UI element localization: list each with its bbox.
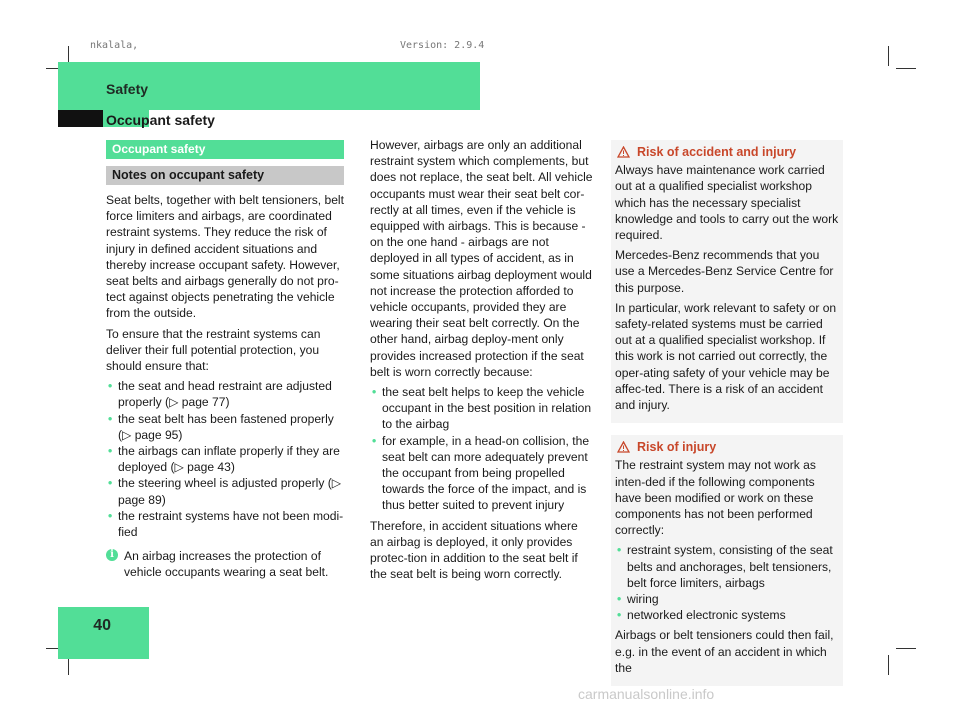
list-item: • the seat belt helps to keep the vehicle occupant in the best position in relation to the airbag bbox=[370, 384, 593, 433]
crop-mark bbox=[896, 648, 916, 649]
meta-author: nkalala, bbox=[90, 40, 139, 51]
paragraph: Seat belts, together with belt tensioners, belt force limiters and airbags, are coordinated restraint systems. They reduce the risk of injury in defined accident situations and thereby increase occupant safety. However, seat belts and airbags generally do not pro-tect against objects penetrating the vehicle from the outside. bbox=[106, 193, 344, 321]
list-item: • restraint system, consisting of the seat belts and anchorages, belt tensioners, belt force limiters, airbags bbox=[615, 542, 839, 591]
list-item: • wiring bbox=[615, 591, 839, 607]
section-header-band bbox=[58, 62, 480, 110]
info-icon: i bbox=[106, 549, 118, 561]
paragraph: Mercedes-Benz recommends that you use a Mercedes-Benz Service Centre for this purpose. bbox=[615, 248, 834, 295]
paragraph: Therefore, in accident situations where an airbag is deployed, it only provides protec-tion in addition to the seat belt if the seat belt is being worn correctly. bbox=[370, 518, 578, 582]
header-tab bbox=[58, 110, 103, 127]
warning-triangle-icon bbox=[617, 146, 630, 158]
column-middle bbox=[370, 137, 593, 586]
list-item: • the seat and head restraint are adjusted properly (▷ page 77) bbox=[106, 378, 344, 410]
list-item: • the steering wheel is adjusted properly (▷ page 89) bbox=[106, 475, 344, 507]
subsection-bar: Notes on occupant safety bbox=[106, 166, 344, 185]
paragraph: However, airbags are only an additional restraint system which complements, but does not replace, the seat belt. All vehicle occupants must wear their seat belt cor-rectly at all times, even if the vehicle is equipped with airbags. This is because - on the one hand - airbags are not deployed in all types of accident, as in some situations airbag deployment would not increase the protection afforded to vehicle occupants, provided they are wearing their seat belt correctly. On the other hand, airbag deploy-ment only provides increased protection if the seat belt is worn correctly because: bbox=[370, 138, 593, 379]
paragraph: In particular, work relevant to safety or on safety-related systems must be carried out at a qualified specialist workshop. If this work is not carried out correctly, the oper-ating safety of your vehicle may be affec-ted. There is a risk of an accident and injury. bbox=[615, 300, 837, 413]
list-item: • the airbags can inflate properly if they are deployed (▷ page 43) bbox=[106, 443, 344, 475]
list-item: • networked electronic systems bbox=[615, 607, 839, 623]
warning-box bbox=[611, 140, 843, 423]
paragraph: Airbags or belt tensioners could then fail, e.g. in the event of an accident in which the bbox=[615, 628, 834, 675]
page-title: Occupant safety bbox=[106, 112, 215, 128]
bullet-list bbox=[370, 384, 593, 514]
warning-triangle-icon bbox=[617, 441, 630, 453]
crop-mark bbox=[888, 46, 889, 66]
warning-box bbox=[611, 435, 843, 686]
info-note bbox=[106, 548, 344, 580]
warning-title: Risk of injury bbox=[637, 440, 717, 455]
info-text: An airbag increases the protection of vehicle occupants wearing a seat belt. bbox=[124, 549, 329, 580]
list-item: • the restraint systems have not been modi-fied bbox=[106, 508, 344, 540]
page-number-box bbox=[58, 607, 149, 659]
paragraph: The restraint system may not work as inten-ded if the following components have been modified or work on these components has not been performed correctly: bbox=[615, 458, 816, 538]
bullet-list bbox=[106, 378, 344, 540]
bullet-list bbox=[615, 542, 839, 623]
page-number: 40 bbox=[93, 617, 111, 634]
column-left bbox=[106, 140, 344, 581]
section-bar: Occupant safety bbox=[106, 140, 344, 159]
list-item: • for example, in a head-on collision, the seat belt can more adequately prevent the occupant from being propelled towards the force of the impact, and is thus better suited to prevent injury bbox=[370, 433, 593, 514]
list-item: • the seat belt has been fastened properly (▷ page 95) bbox=[106, 411, 344, 443]
column-right bbox=[611, 140, 843, 698]
crop-mark bbox=[888, 655, 889, 675]
meta-version: Version: 2.9.4 bbox=[400, 40, 485, 51]
paragraph: Always have maintenance work carried out at a qualified specialist workshop which has the necessary specialist knowledge and tools to carry out the work required. bbox=[615, 163, 839, 243]
warning-title: Risk of accident and injury bbox=[637, 145, 797, 159]
paragraph: To ensure that the restraint systems can deliver their full potential protection, you should ensure that: bbox=[106, 326, 321, 374]
watermark: carmanualsonline.info bbox=[578, 686, 715, 702]
section-title: Safety bbox=[106, 81, 149, 97]
crop-mark bbox=[896, 68, 916, 69]
